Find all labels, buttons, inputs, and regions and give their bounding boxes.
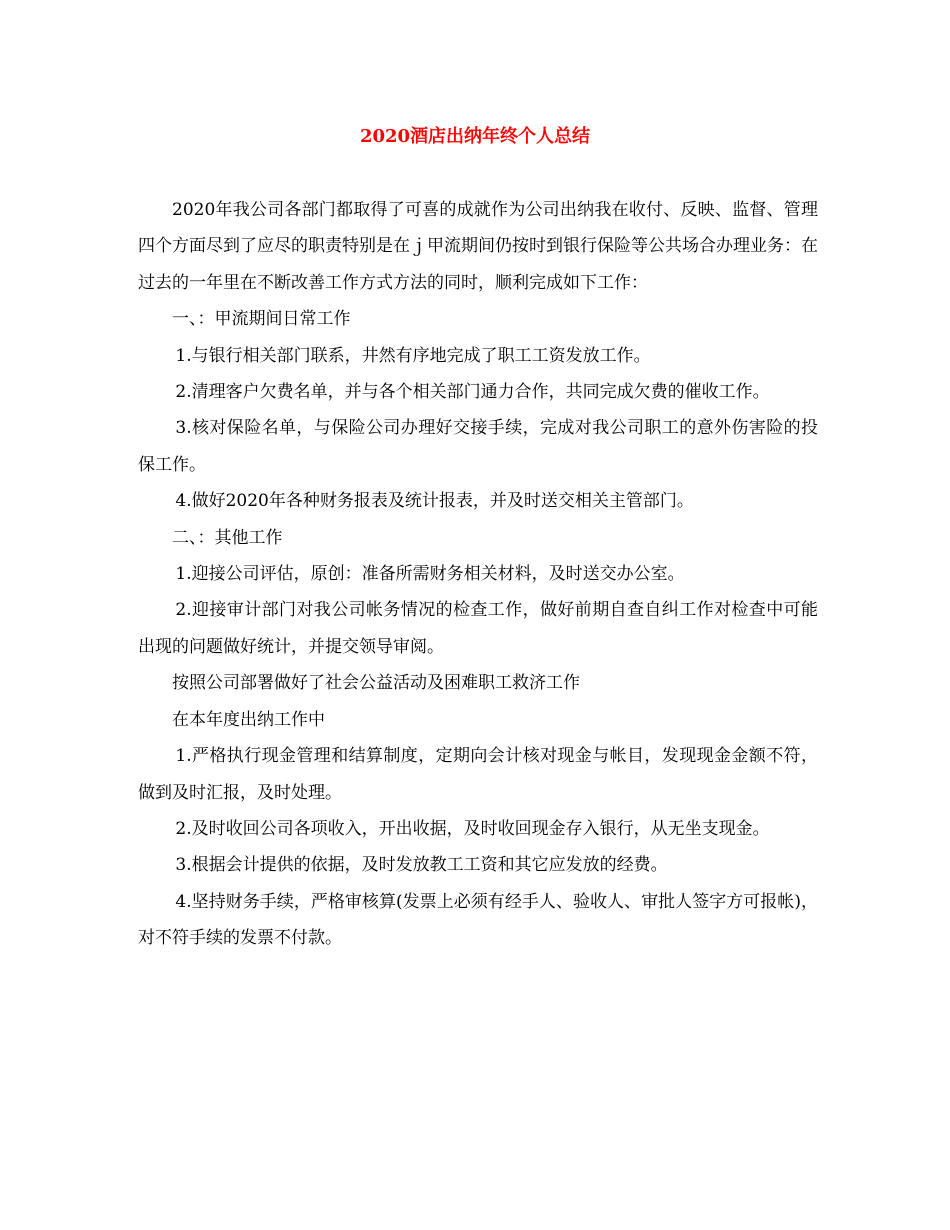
list-item: 3.根据会计提供的依据，及时发放教工工资和其它应发放的经费。 [175,855,668,876]
section-heading-1: 一、：甲流期间日常工作 [172,309,351,330]
list-item: 1.与银行相关部门联系，井然有序地完成了职工工资发放工作。 [175,345,651,366]
list-item: 2.迎接审计部门对我公司帐务情况的检查工作，做好前期自查自纠工作对检查中可能出现的问题做好统计，并提交领导审阅。 [138,600,818,657]
list-item: 2.清理客户欠费名单，并与各个相关部门通力合作，共同完成欠费的催收工作。 [175,382,770,403]
paragraph: 在本年度出纳工作中 [172,709,325,730]
paragraph: 按照公司部署做好了社会公益活动及困难职工救济工作 [172,673,580,694]
document-body [138,192,818,957]
section-heading-2: 二、：其他工作 [172,527,283,548]
list-item: 1.迎接公司评估，原创：准备所需财务相关材料，及时送交办公室。 [175,564,685,585]
list-item: 2.及时收回公司各项收入，开出收据，及时收回现金存入银行，从无坐支现金。 [175,818,770,839]
document-title: 2020酒店出纳年终个人总结 [359,126,591,147]
list-item: 4.坚持财务手续，严格审核算(发票上必须有经手人、验收人、审批人签字方可报帐)，对不符手续的发票不付款。 [138,891,818,949]
list-item: 1.严格执行现金管理和结算制度，定期向会计核对现金与帐目，发现现金金额不符，做到及时汇报，及时处理。 [138,746,818,803]
list-item: 4.做好2020年各种财务报表及统计报表，并及时送交相关主管部门。 [175,491,694,512]
list-item: 3.核对保险名单，与保险公司办理好交接手续，完成对我公司职工的意外伤害险的投保工作。 [138,418,818,475]
paragraph-intro: 2020年我公司各部门都取得了可喜的成就作为公司出纳我在收付、反映、监督、管理四个方面尽到了应尽的职责特别是在ｊ甲流期间仍按时到银行保险等公共场合办理业务：在过去的一年里在不断改善工作方式方法的同时，顺利完成如下工作： [138,200,818,293]
